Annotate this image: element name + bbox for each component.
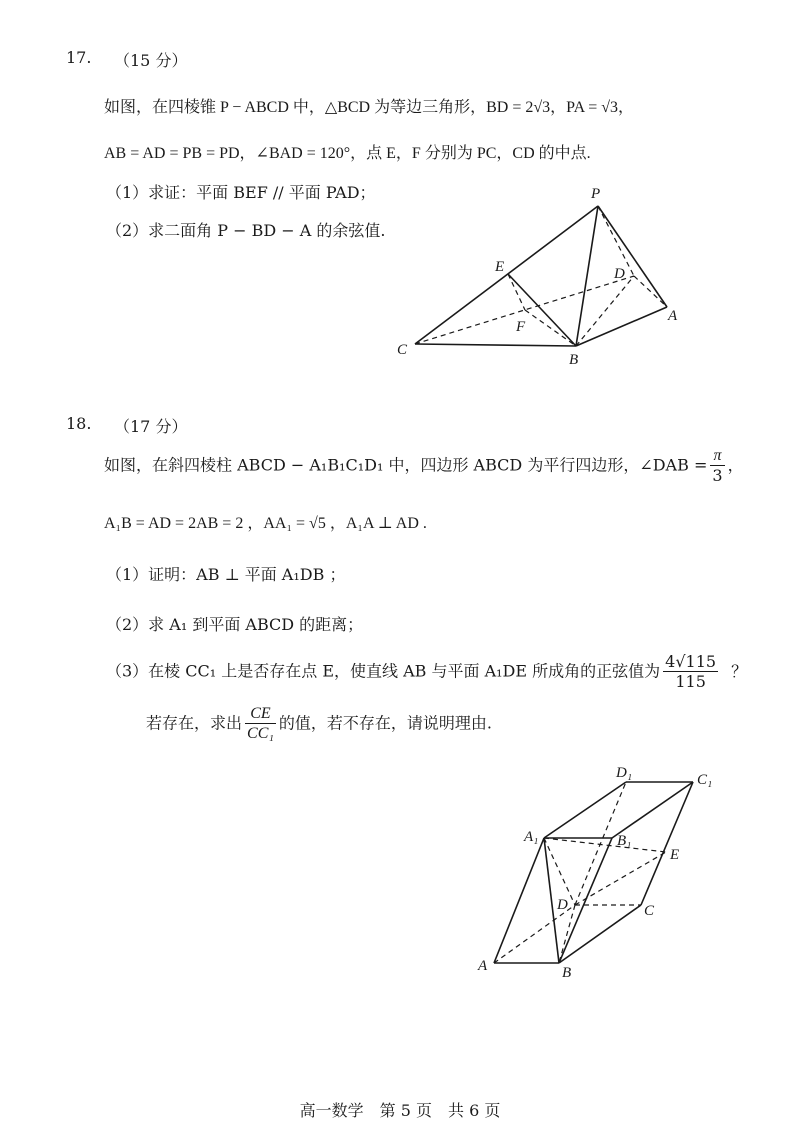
q17-number: 17. [66, 48, 92, 67]
q18-label-A: A [478, 958, 488, 974]
q18-label-D1: D₁ [616, 765, 633, 781]
page-footer: 高一数学 第 5 页 共 6 页 [299, 1101, 501, 1120]
q18-label-E: E [670, 847, 680, 863]
q18-label-C1: C₁ [697, 772, 713, 788]
q18-part2: （2）求 A₁ 到平面 ABCD 的距离； [106, 615, 364, 634]
q18-part3-text: （3）在棱 CC₁ 上是否存在点 E，使直线 AB 与平面 A₁DE 所成角的正弦值为 [106, 661, 661, 681]
q18-label-C: C [644, 903, 655, 919]
q18-edge-AA1 [494, 838, 544, 963]
q18-part3-question: ？ [731, 661, 748, 681]
q17-label-E: E [495, 259, 505, 275]
q18-sin-num: 4√115 [665, 652, 717, 671]
q17-part1: （1）求证：平面 BEF // 平面 PAD； [106, 183, 376, 202]
q17-label-D: D [614, 266, 625, 282]
q17-label-A: A [668, 308, 678, 324]
q17-label-C: C [397, 342, 408, 358]
q18-number: 18. [66, 414, 92, 433]
q18-ratio-num: CE [245, 704, 276, 724]
q18-part3-b1: 若存在，求出 [146, 713, 243, 733]
q18-sin-den: 115 [675, 672, 706, 691]
q17-label-B: B [569, 352, 579, 368]
q18-label-D: D [557, 897, 568, 913]
q18-line2: A₁B = AD = 2AB = 2 ，AA₁ = √5 ，A₁A ⊥ AD . [104, 515, 427, 532]
q18-part1: （1）证明：AB ⊥ 平面 A₁DB ； [106, 565, 346, 584]
q18-score: （17 分） [114, 417, 188, 436]
q17-label-P: P [591, 186, 601, 202]
q18-line1-end: ， [727, 455, 744, 475]
q18-label-B1: B₁ [617, 833, 632, 849]
q18-ratio-den: CC₁ [247, 725, 274, 742]
q18-edge-A1D1 [544, 782, 626, 838]
q17-line1: 如图，在四棱锥 P − ABCD 中，△BCD 为等边三角形，BD = 2√3，PA = √3， [104, 99, 635, 116]
q17-line2: AB = AD = PB = PD，∠BAD = 120°，点 E，F 分别为 PC，CD 的中点. [104, 145, 591, 162]
q17-score: （15 分） [114, 51, 188, 70]
q18-line1-text: 如图，在斜四棱柱 ABCD − A₁B₁C₁D₁ 中，四边形 ABCD 为平行四边形，∠DAB = [104, 455, 708, 475]
q18-angle-num: π [710, 446, 724, 466]
q18-angle-den: 3 [712, 466, 723, 485]
q17-label-F: F [516, 319, 526, 335]
q18-label-A1: A₁ [524, 829, 539, 845]
q17-part2: （2）求二面角 P − BD − A 的余弦值. [106, 221, 386, 240]
q18-edge-A1E [544, 838, 666, 852]
q18-label-B: B [562, 965, 572, 981]
q18-part3-b2: 的值，若不存在，请说明理由. [278, 713, 493, 733]
